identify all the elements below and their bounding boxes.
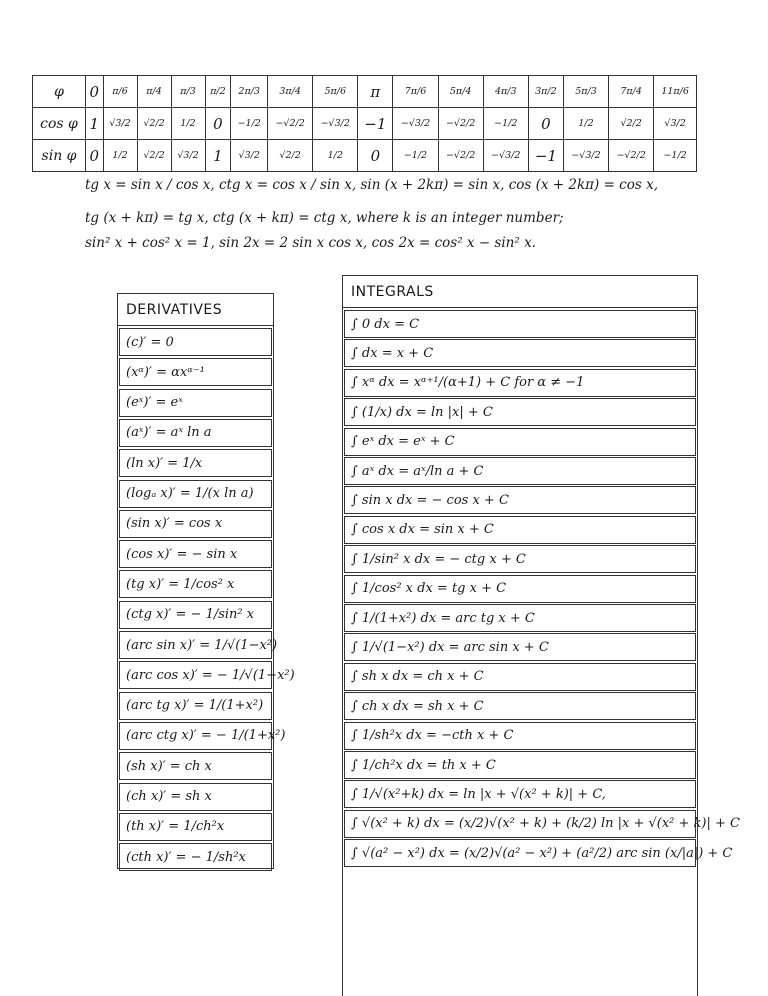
derivative-item: (ch x)′ = sh x [119, 783, 272, 811]
sin-row-cell: √3/2 [171, 140, 205, 172]
sin-row-cell: −1/2 [393, 140, 438, 172]
cos-row-cell: −1 [358, 108, 393, 140]
cos-row-cell: √3/2 [654, 108, 697, 140]
derivative-item: (cth x)′ = − 1/sh²x [119, 843, 272, 871]
trig-values-table [32, 75, 697, 172]
derivative-item: (sin x)′ = cos x [119, 510, 272, 538]
identity-line-1: tg x = sin x / cos x, ctg x = cos x / sin x, sin (x + 2kπ) = sin x, cos (x + 2kπ) = cos x, [85, 177, 658, 193]
derivative-item: (ln x)′ = 1/x [119, 449, 272, 477]
identity-line-3: sin² x + cos² x = 1, sin 2x = 2 sin x cos x, cos 2x = cos² x − sin² x. [85, 235, 536, 251]
cos-row-cell: −1/2 [231, 108, 268, 140]
header-cell: φ [33, 76, 86, 108]
header-cell: 5π/6 [313, 76, 358, 108]
integral-item: ∫ sh x dx = ch x + C [344, 663, 696, 691]
derivative-item: (ctg x)′ = − 1/sin² x [119, 601, 272, 629]
header-cell: 0 [86, 76, 104, 108]
integral-item: ∫ eˣ dx = eˣ + C [344, 428, 696, 456]
header-cell: π [358, 76, 393, 108]
integral-item: ∫ dx = x + C [344, 339, 696, 367]
sin-row-cell: √3/2 [231, 140, 268, 172]
derivative-item: (arc tg x)′ = 1/(1+x²) [119, 692, 272, 720]
integral-item: ∫ cos x dx = sin x + C [344, 516, 696, 544]
cos-row-cell: √2/2 [137, 108, 171, 140]
derivative-item: (arc sin x)′ = 1/√(1−x²) [119, 631, 272, 659]
sin-row-cell: −√3/2 [483, 140, 528, 172]
integral-item: ∫ sin x dx = − cos x + C [344, 486, 696, 514]
header-cell: 3π/2 [528, 76, 563, 108]
sin-row-cell: 1/2 [103, 140, 137, 172]
derivative-item: (th x)′ = 1/ch²x [119, 813, 272, 841]
sin-row-cell: 0 [358, 140, 393, 172]
sin-row-cell: √2/2 [268, 140, 313, 172]
cos-row-cell: 1/2 [563, 108, 608, 140]
integral-item: ∫ 1/sin² x dx = − ctg x + C [344, 545, 696, 573]
trig-cos-row [33, 108, 697, 140]
sin-row-cell: √2/2 [137, 140, 171, 172]
integral-item: ∫ √(x² + k) dx = (x/2)√(x² + k) + (k/2) ln |x + √(x² + k)| + C [344, 810, 696, 838]
sin-row-cell: 1 [205, 140, 231, 172]
sin-row-cell: −√2/2 [438, 140, 483, 172]
cos-row-cell: cos φ [33, 108, 86, 140]
sin-row-cell: −√3/2 [563, 140, 608, 172]
cos-row-cell: −√3/2 [393, 108, 438, 140]
integral-item: ∫ 1/(1+x²) dx = arc tg x + C [344, 604, 696, 632]
cos-row-cell: 1 [86, 108, 104, 140]
header-cell: 7π/4 [609, 76, 654, 108]
header-cell: π/3 [171, 76, 205, 108]
header-cell: 4π/3 [483, 76, 528, 108]
header-cell: 5π/4 [438, 76, 483, 108]
integral-item: ∫ xᵅ dx = xᵅ⁺¹/(α+1) + C for α ≠ −1 [344, 369, 696, 397]
header-cell: 5π/3 [563, 76, 608, 108]
integral-item: ∫ 1/cos² x dx = tg x + C [344, 575, 696, 603]
sin-row-cell: −√2/2 [609, 140, 654, 172]
derivative-item: (c)′ = 0 [119, 328, 272, 356]
header-cell: 7π/6 [393, 76, 438, 108]
integral-item: ∫ 0 dx = C [344, 310, 696, 338]
integrals-panel [342, 275, 740, 996]
integrals-title: INTEGRALS [343, 276, 697, 308]
derivative-item: (tg x)′ = 1/cos² x [119, 570, 272, 598]
integral-item: ∫ 1/sh²x dx = −cth x + C [344, 722, 696, 750]
sin-row-cell: −1 [528, 140, 563, 172]
header-cell: 11π/6 [654, 76, 697, 108]
derivative-item: (sh x)′ = ch x [119, 752, 272, 780]
derivative-item: (xᵅ)′ = αxᵅ⁻¹ [119, 358, 272, 386]
integral-item: ∫ 1/√(x²+k) dx = ln |x + √(x² + k)| + C, [344, 780, 696, 808]
cos-row-cell: −√3/2 [313, 108, 358, 140]
integral-item: ∫ √(a² − x²) dx = (x/2)√(a² − x²) + (a²/2) arc sin (x/|a|) + C [344, 839, 696, 867]
derivatives-panel [117, 293, 295, 869]
derivative-item: (eˣ)′ = eˣ [119, 389, 272, 417]
identity-line-2: tg (x + kπ) = tg x, ctg (x + kπ) = ctg x, where k is an integer number; [85, 210, 564, 226]
derivative-item: (arc cos x)′ = − 1/√(1−x²) [119, 661, 272, 689]
derivative-item: (logₐ x)′ = 1/(x ln a) [119, 480, 272, 508]
cos-row-cell: 0 [528, 108, 563, 140]
cos-row-cell: −1/2 [483, 108, 528, 140]
integral-item: ∫ 1/ch²x dx = th x + C [344, 751, 696, 779]
sin-row-cell: −1/2 [654, 140, 697, 172]
cos-row-cell: 0 [205, 108, 231, 140]
trig-header-row [33, 76, 697, 108]
cos-row-cell: −√2/2 [438, 108, 483, 140]
integral-item: ∫ 1/√(1−x²) dx = arc sin x + C [344, 633, 696, 661]
sin-row-cell: 1/2 [313, 140, 358, 172]
cos-row-cell: 1/2 [171, 108, 205, 140]
header-cell: 2π/3 [231, 76, 268, 108]
derivatives-title: DERIVATIVES [118, 294, 273, 326]
header-cell: π/4 [137, 76, 171, 108]
header-cell: π/2 [205, 76, 231, 108]
cos-row-cell: √3/2 [103, 108, 137, 140]
integral-item: ∫ ch x dx = sh x + C [344, 692, 696, 720]
sin-row-cell: 0 [86, 140, 104, 172]
sin-row-cell: sin φ [33, 140, 86, 172]
cos-row-cell: √2/2 [609, 108, 654, 140]
trig-sin-row [33, 140, 697, 172]
derivative-item: (arc ctg x)′ = − 1/(1+x²) [119, 722, 272, 750]
integral-item: ∫ aˣ dx = aˣ/ln a + C [344, 457, 696, 485]
integral-item: ∫ (1/x) dx = ln |x| + C [344, 398, 696, 426]
cos-row-cell: −√2/2 [268, 108, 313, 140]
header-cell: 3π/4 [268, 76, 313, 108]
derivative-item: (aˣ)′ = aˣ ln a [119, 419, 272, 447]
derivative-item: (cos x)′ = − sin x [119, 540, 272, 568]
header-cell: π/6 [103, 76, 137, 108]
